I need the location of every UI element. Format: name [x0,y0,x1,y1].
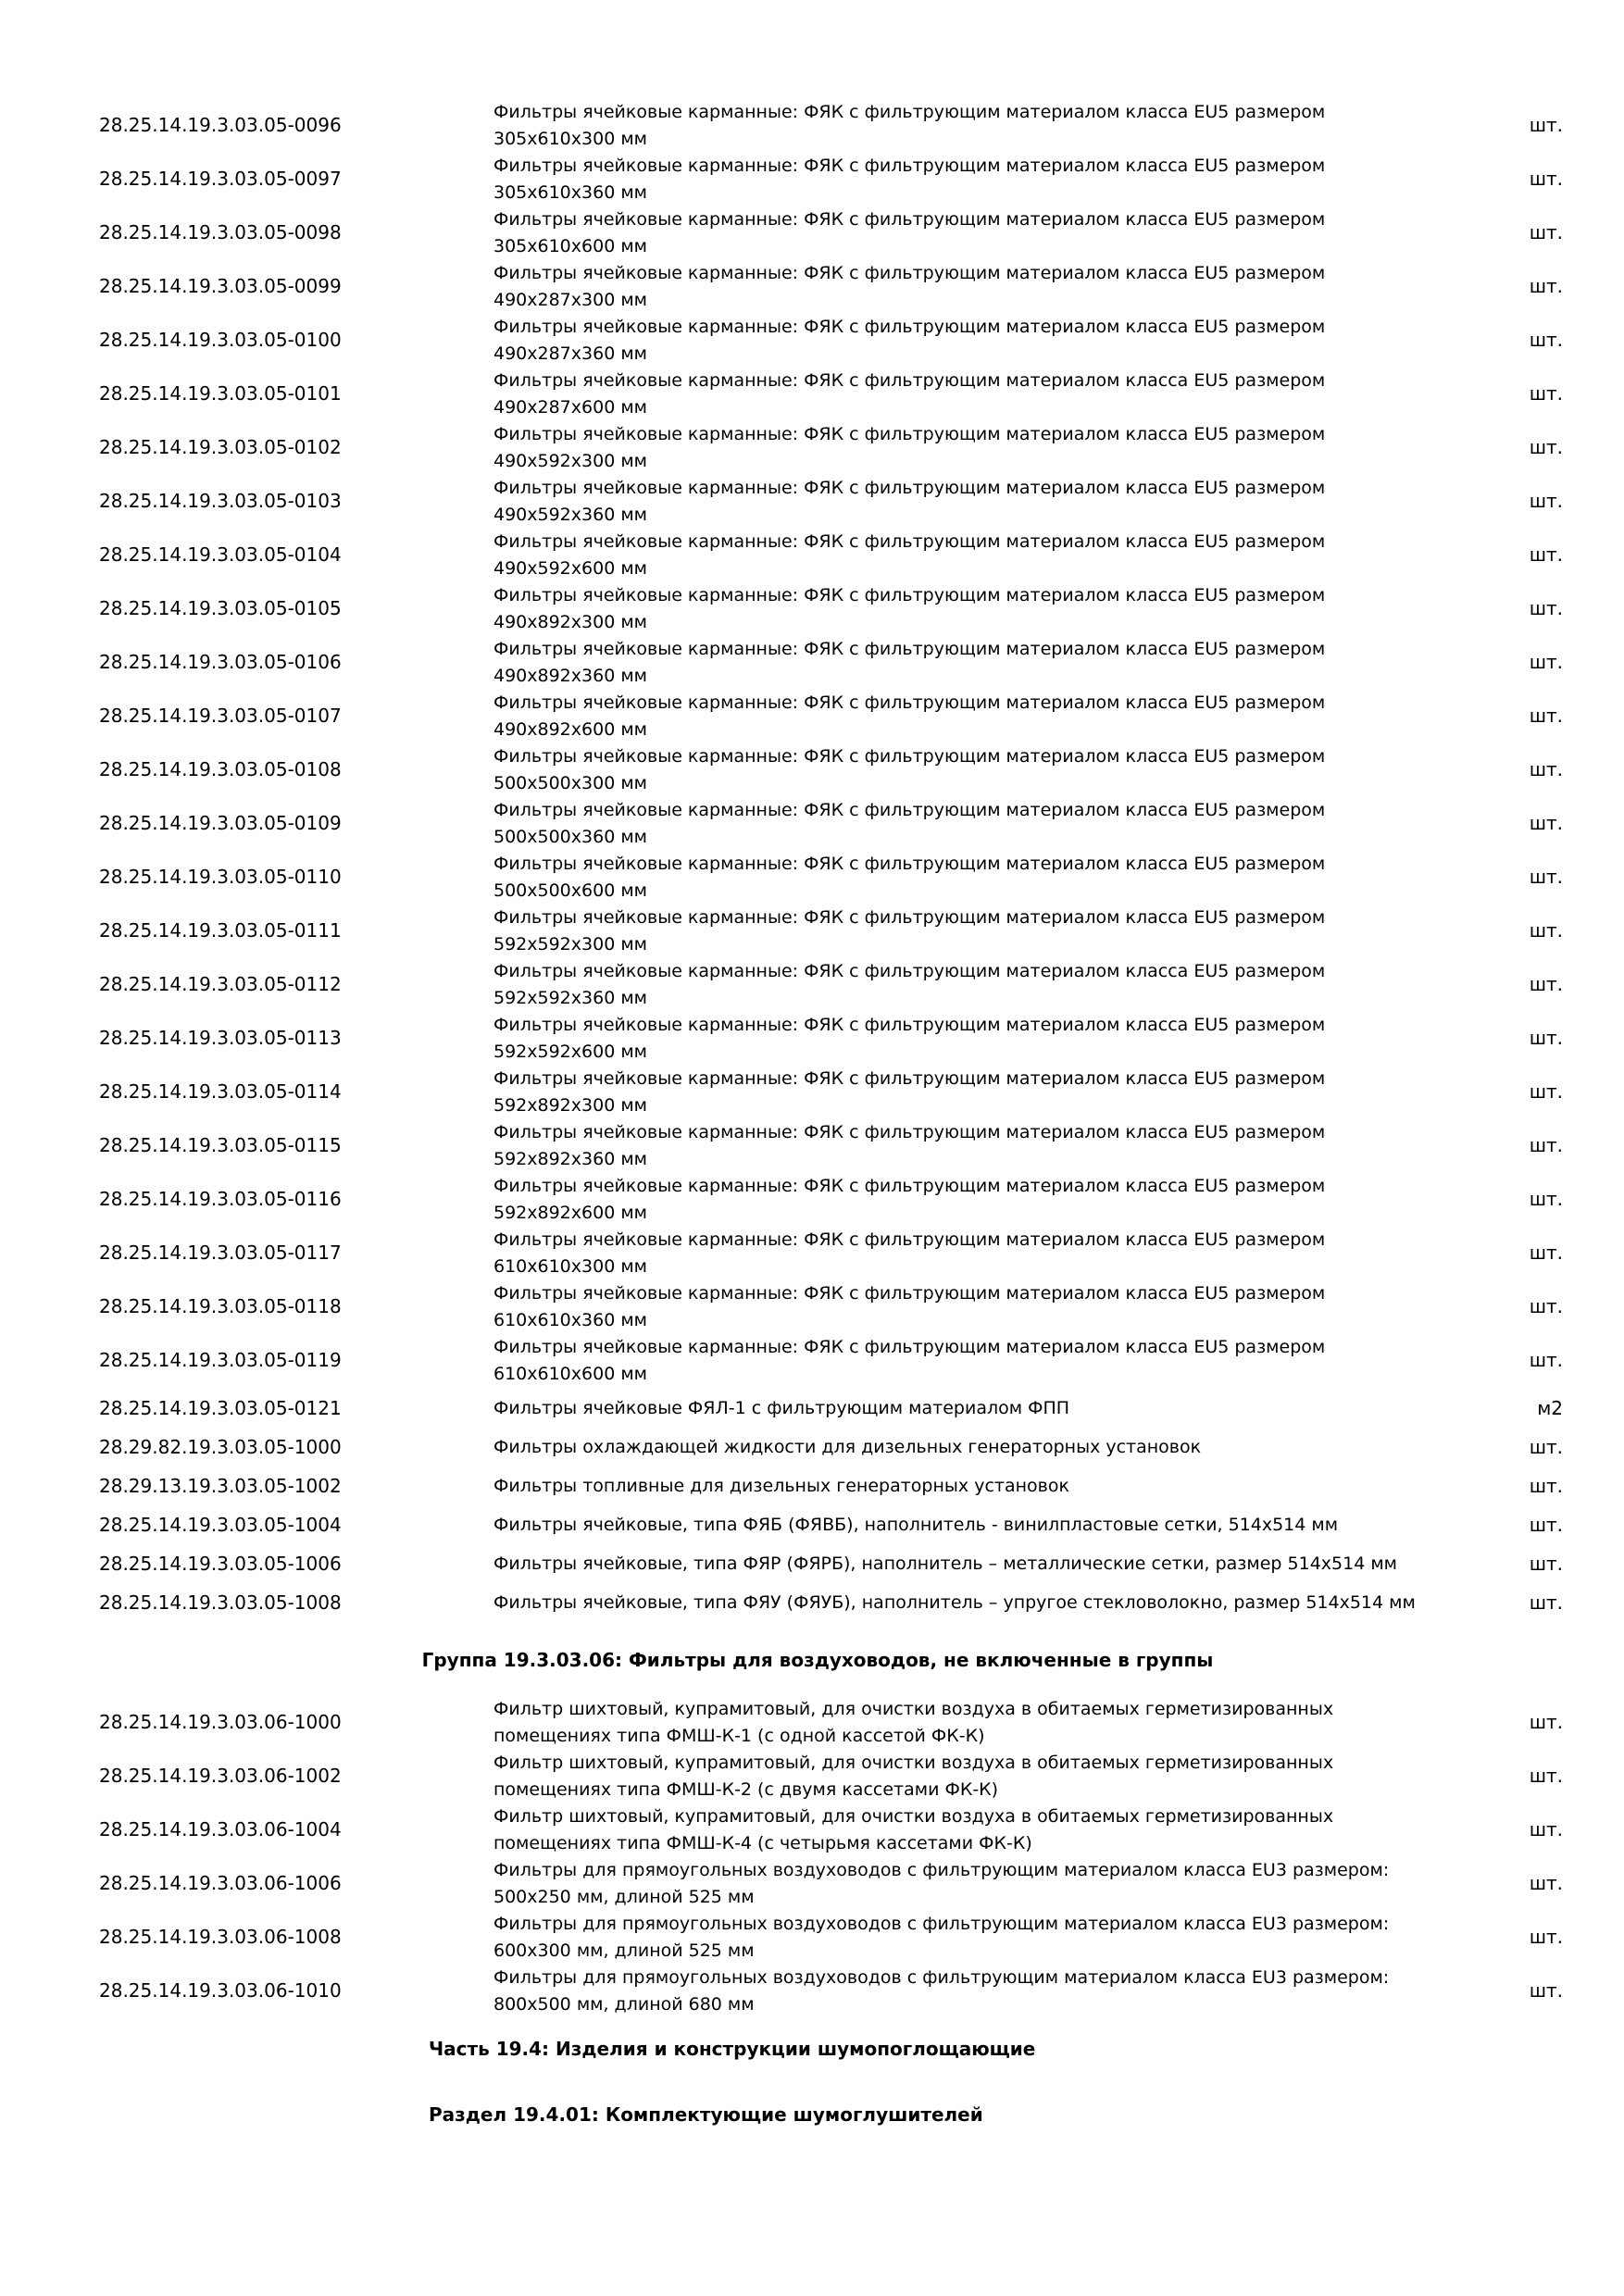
row-code: 28.25.14.19.3.03.05-0100 [99,329,342,351]
row-code: 28.25.14.19.3.03.06-1000 [99,1711,342,1733]
table-row [0,1750,1624,1803]
row-unit: шт. [1529,1926,1563,1948]
table-row [0,582,1624,636]
table-row [0,1227,1624,1280]
row-code: 28.25.14.19.3.03.05-0099 [99,275,342,297]
row-description: Фильтры ячейковые карманные: ФЯК с фильтрующим материалом класса EU5 размером 490х287х600 мм [493,370,1326,418]
row-unit: шт. [1529,758,1563,780]
row-code: 28.25.14.19.3.03.05-0104 [99,543,342,566]
table-row [0,1467,1624,1506]
row-description: Фильтры ячейковые карманные: ФЯК с фильтрующим материалом класса EU5 размером 490х287х300 мм [493,263,1326,310]
row-description: Фильтры ячейковые карманные: ФЯК с фильтрующим материалом класса EU5 размером 610х610х360 мм [493,1283,1326,1330]
table-row [0,1506,1624,1545]
row-description: Фильтры ячейковые карманные: ФЯК с фильтрующим материалом класса EU5 размером 592х892х600 мм [493,1176,1326,1223]
table-row [0,1803,1624,1857]
row-description: Фильтры ячейковые карманные: ФЯК с фильтрующим материалом класса EU5 размером 500х500х360 мм [493,800,1326,847]
table-row [0,690,1624,743]
row-code: 28.25.14.19.3.03.05-0106 [99,651,342,673]
row-unit: шт. [1529,1242,1563,1264]
row-code: 28.25.14.19.3.03.05-0096 [99,114,342,136]
row-description: Фильтры охлаждающей жидкости для дизельных генераторных установок [493,1437,1202,1457]
row-description: Фильтры ячейковые карманные: ФЯК с фильтрующим материалом класса EU5 размером 490х592х300 мм [493,424,1326,471]
row-code: 28.29.13.19.3.03.05-1002 [99,1475,342,1497]
table-row [0,1119,1624,1173]
row-unit: шт. [1529,1188,1563,1210]
table-row [0,421,1624,475]
row-unit: шт. [1529,1475,1563,1497]
row-code: 28.25.14.19.3.03.05-0114 [99,1080,342,1103]
row-unit: шт. [1529,221,1563,243]
row-code: 28.25.14.19.3.03.06-1008 [99,1926,342,1948]
row-code: 28.25.14.19.3.03.05-0110 [99,866,342,888]
row-unit: шт. [1529,1436,1563,1458]
row-description: Фильтры для прямоугольных воздуховодов с фильтрующим материалом класса EU3 размером: 500х250 мм, длиной 525 мм [493,1860,1390,1907]
row-code: 28.25.14.19.3.03.06-1006 [99,1872,342,1894]
row-description: Фильтры ячейковые карманные: ФЯК с фильтрующим материалом класса EU5 размером 592х592х360 мм [493,961,1326,1008]
row-unit: шт. [1529,114,1563,136]
row-unit: шт. [1529,1872,1563,1894]
row-unit: шт. [1529,1080,1563,1103]
table-row [0,797,1624,851]
part-heading: Часть 19.4: Изделия и конструкции шумопоглощающие [429,2038,1036,2060]
row-code: 28.25.14.19.3.03.05-1008 [99,1591,342,1614]
row-unit: шт. [1529,543,1563,566]
row-unit: шт. [1529,1553,1563,1575]
row-code: 28.25.14.19.3.03.05-0111 [99,919,342,942]
row-code: 28.25.14.19.3.03.05-0119 [99,1349,342,1371]
row-code: 28.25.14.19.3.03.05-0121 [99,1397,342,1419]
row-description: Фильтры топливные для дизельных генераторных установок [493,1476,1069,1496]
table-row [0,529,1624,582]
row-code: 28.25.14.19.3.03.05-0103 [99,490,342,512]
row-unit: шт. [1529,812,1563,834]
table-row [0,905,1624,958]
row-description: Фильтры ячейковые, типа ФЯУ (ФЯУБ), наполнитель – упругое стекловолокно, размер 514х514 мм [493,1592,1416,1613]
table-row [0,1584,1624,1623]
row-code: 28.25.14.19.3.03.05-0107 [99,705,342,727]
row-unit: шт. [1529,329,1563,351]
row-unit: шт. [1529,275,1563,297]
row-description: Фильтры ячейковые карманные: ФЯК с фильтрующим материалом класса EU5 размером 500х500х300 мм [493,746,1326,793]
table-row [0,153,1624,206]
row-description: Фильтры ячейковые ФЯЛ-1 с фильтрующим материалом ФПП [493,1398,1070,1418]
row-unit: шт. [1529,168,1563,190]
table-row [0,1429,1624,1467]
table-row [0,958,1624,1012]
row-unit: шт. [1529,651,1563,673]
row-unit: шт. [1529,919,1563,942]
row-code: 28.25.14.19.3.03.05-0108 [99,758,342,780]
table-row [0,206,1624,260]
row-unit: шт. [1529,1818,1563,1841]
row-unit: шт. [1529,490,1563,512]
row-description: Фильтры ячейковые карманные: ФЯК с фильтрующим материалом класса EU5 размером 592х592х300 мм [493,907,1326,955]
table-row [0,260,1624,314]
row-description: Фильтры ячейковые карманные: ФЯК с фильтрующим материалом класса EU5 размером 490х592х360 мм [493,478,1326,525]
row-unit: шт. [1529,382,1563,405]
row-unit: шт. [1529,1349,1563,1371]
row-unit: шт. [1529,1514,1563,1536]
row-code: 28.25.14.19.3.03.05-0105 [99,597,342,619]
row-description: Фильтры ячейковые карманные: ФЯК с фильтрующим материалом класса EU5 размером 490х592х600 мм [493,531,1326,579]
table-row [0,1334,1624,1388]
row-description: Фильтр шихтовый, купрамитовый, для очистки воздуха в обитаемых герметизированных помещениях типа ФМШ-К-2 (с двумя кассетами ФК-К) [493,1753,1334,1800]
row-unit: шт. [1529,866,1563,888]
row-code: 28.25.14.19.3.03.05-0098 [99,221,342,243]
row-code: 28.25.14.19.3.03.05-0097 [99,168,342,190]
row-code: 28.25.14.19.3.03.05-0116 [99,1188,342,1210]
row-unit: м2 [1537,1397,1563,1419]
row-unit: шт. [1529,1591,1563,1614]
row-code: 28.25.14.19.3.03.05-1006 [99,1553,342,1575]
row-description: Фильтры ячейковые карманные: ФЯК с фильтрующим материалом класса EU5 размером 490х892х600 мм [493,693,1326,740]
table-row [0,1857,1624,1911]
row-description: Фильтры ячейковые карманные: ФЯК с фильтрующим материалом класса EU5 размером 610х610х300 мм [493,1229,1326,1277]
row-code: 28.25.14.19.3.03.05-0115 [99,1134,342,1156]
row-code: 28.25.14.19.3.03.06-1004 [99,1818,342,1841]
row-description: Фильтры ячейковые карманные: ФЯК с фильтрующим материалом класса EU5 размером 305х610х360 мм [493,156,1326,203]
row-unit: шт. [1529,1295,1563,1317]
table-row [0,743,1624,797]
row-description: Фильтры ячейковые карманные: ФЯК с фильтрующим материалом класса EU5 размером 592х892х300 мм [493,1068,1326,1116]
row-unit: шт. [1529,973,1563,995]
row-code: 28.25.14.19.3.03.05-0109 [99,812,342,834]
row-unit: шт. [1529,1711,1563,1733]
row-code: 28.25.14.19.3.03.05-1004 [99,1514,342,1536]
row-description: Фильтры для прямоугольных воздуховодов с фильтрующим материалом класса EU3 размером: 600х300 мм, длиной 525 мм [493,1914,1390,1961]
row-description: Фильтр шихтовый, купрамитовый, для очистки воздуха в обитаемых герметизированных помещениях типа ФМШ-К-1 (с одной кассетой ФК-К) [493,1699,1334,1746]
row-description: Фильтры ячейковые карманные: ФЯК с фильтрующим материалом класса EU5 размером 305х610х300 мм [493,102,1326,149]
section-heading: Раздел 19.4.01: Комплектующие шумоглушителей [429,2103,983,2126]
row-description: Фильтры ячейковые карманные: ФЯК с фильтрующим материалом класса EU5 размером 592х592х600 мм [493,1015,1326,1062]
row-description: Фильтры для прямоугольных воздуховодов с фильтрующим материалом класса EU3 размером: 800х500 мм, длиной 680 мм [493,1967,1390,2015]
row-description: Фильтры ячейковые карманные: ФЯК с фильтрующим материалом класса EU5 размером 490х892х360 мм [493,639,1326,686]
row-code: 28.25.14.19.3.03.06-1010 [99,1979,342,2002]
row-description: Фильтры ячейковые карманные: ФЯК с фильтрующим материалом класса EU5 размером 490х287х360 мм [493,317,1326,364]
row-description: Фильтр шихтовый, купрамитовый, для очистки воздуха в обитаемых герметизированных помещениях типа ФМШ-К-4 (с четырьмя кассетами ФК-К) [493,1806,1334,1853]
row-unit: шт. [1529,1027,1563,1049]
group-heading: Группа 19.3.03.06: Фильтры для воздуховодов, не включенные в группы [421,1649,1214,1671]
row-code: 28.25.14.19.3.03.05-0101 [99,382,342,405]
row-code: 28.25.14.19.3.03.05-0117 [99,1242,342,1264]
row-description: Фильтры ячейковые карманные: ФЯК с фильтрующим материалом класса EU5 размером 305х610х600 мм [493,209,1326,256]
table-row [0,368,1624,421]
table-row [0,1965,1624,2018]
row-code: 28.25.14.19.3.03.05-0102 [99,436,342,458]
row-description: Фильтры ячейковые карманные: ФЯК с фильтрующим материалом класса EU5 размером 610х610х600 мм [493,1337,1326,1384]
row-unit: шт. [1529,436,1563,458]
row-code: 28.29.82.19.3.03.05-1000 [99,1436,342,1458]
row-code: 28.25.14.19.3.03.05-0112 [99,973,342,995]
row-code: 28.25.14.19.3.03.06-1002 [99,1765,342,1787]
table-row [0,475,1624,529]
table-row [0,99,1624,153]
table-row [0,1390,1624,1429]
table-row [0,1545,1624,1584]
row-code: 28.25.14.19.3.03.05-0118 [99,1295,342,1317]
row-unit: шт. [1529,1979,1563,2002]
table-row [0,1012,1624,1066]
row-description: Фильтры ячейковые, типа ФЯБ (ФЯВБ), наполнитель - винилпластовые сетки, 514х514 мм [493,1515,1339,1535]
row-unit: шт. [1529,1765,1563,1787]
table-row [0,314,1624,368]
row-unit: шт. [1529,705,1563,727]
row-description: Фильтры ячейковые карманные: ФЯК с фильтрующим материалом класса EU5 размером 592х892х360 мм [493,1122,1326,1169]
table-row [0,636,1624,690]
row-code: 28.25.14.19.3.03.05-0113 [99,1027,342,1049]
table-row [0,1280,1624,1334]
table-row [0,851,1624,905]
row-description: Фильтры ячейковые, типа ФЯР (ФЯРБ), наполнитель – металлические сетки, размер 514х514 мм [493,1554,1398,1574]
row-description: Фильтры ячейковые карманные: ФЯК с фильтрующим материалом класса EU5 размером 500х500х600 мм [493,854,1326,901]
row-description: Фильтры ячейковые карманные: ФЯК с фильтрующим материалом класса EU5 размером 490х892х300 мм [493,585,1326,632]
table-row [0,1066,1624,1119]
table-row [0,1696,1624,1750]
row-unit: шт. [1529,1134,1563,1156]
table-row [0,1911,1624,1965]
table-row [0,1173,1624,1227]
row-unit: шт. [1529,597,1563,619]
